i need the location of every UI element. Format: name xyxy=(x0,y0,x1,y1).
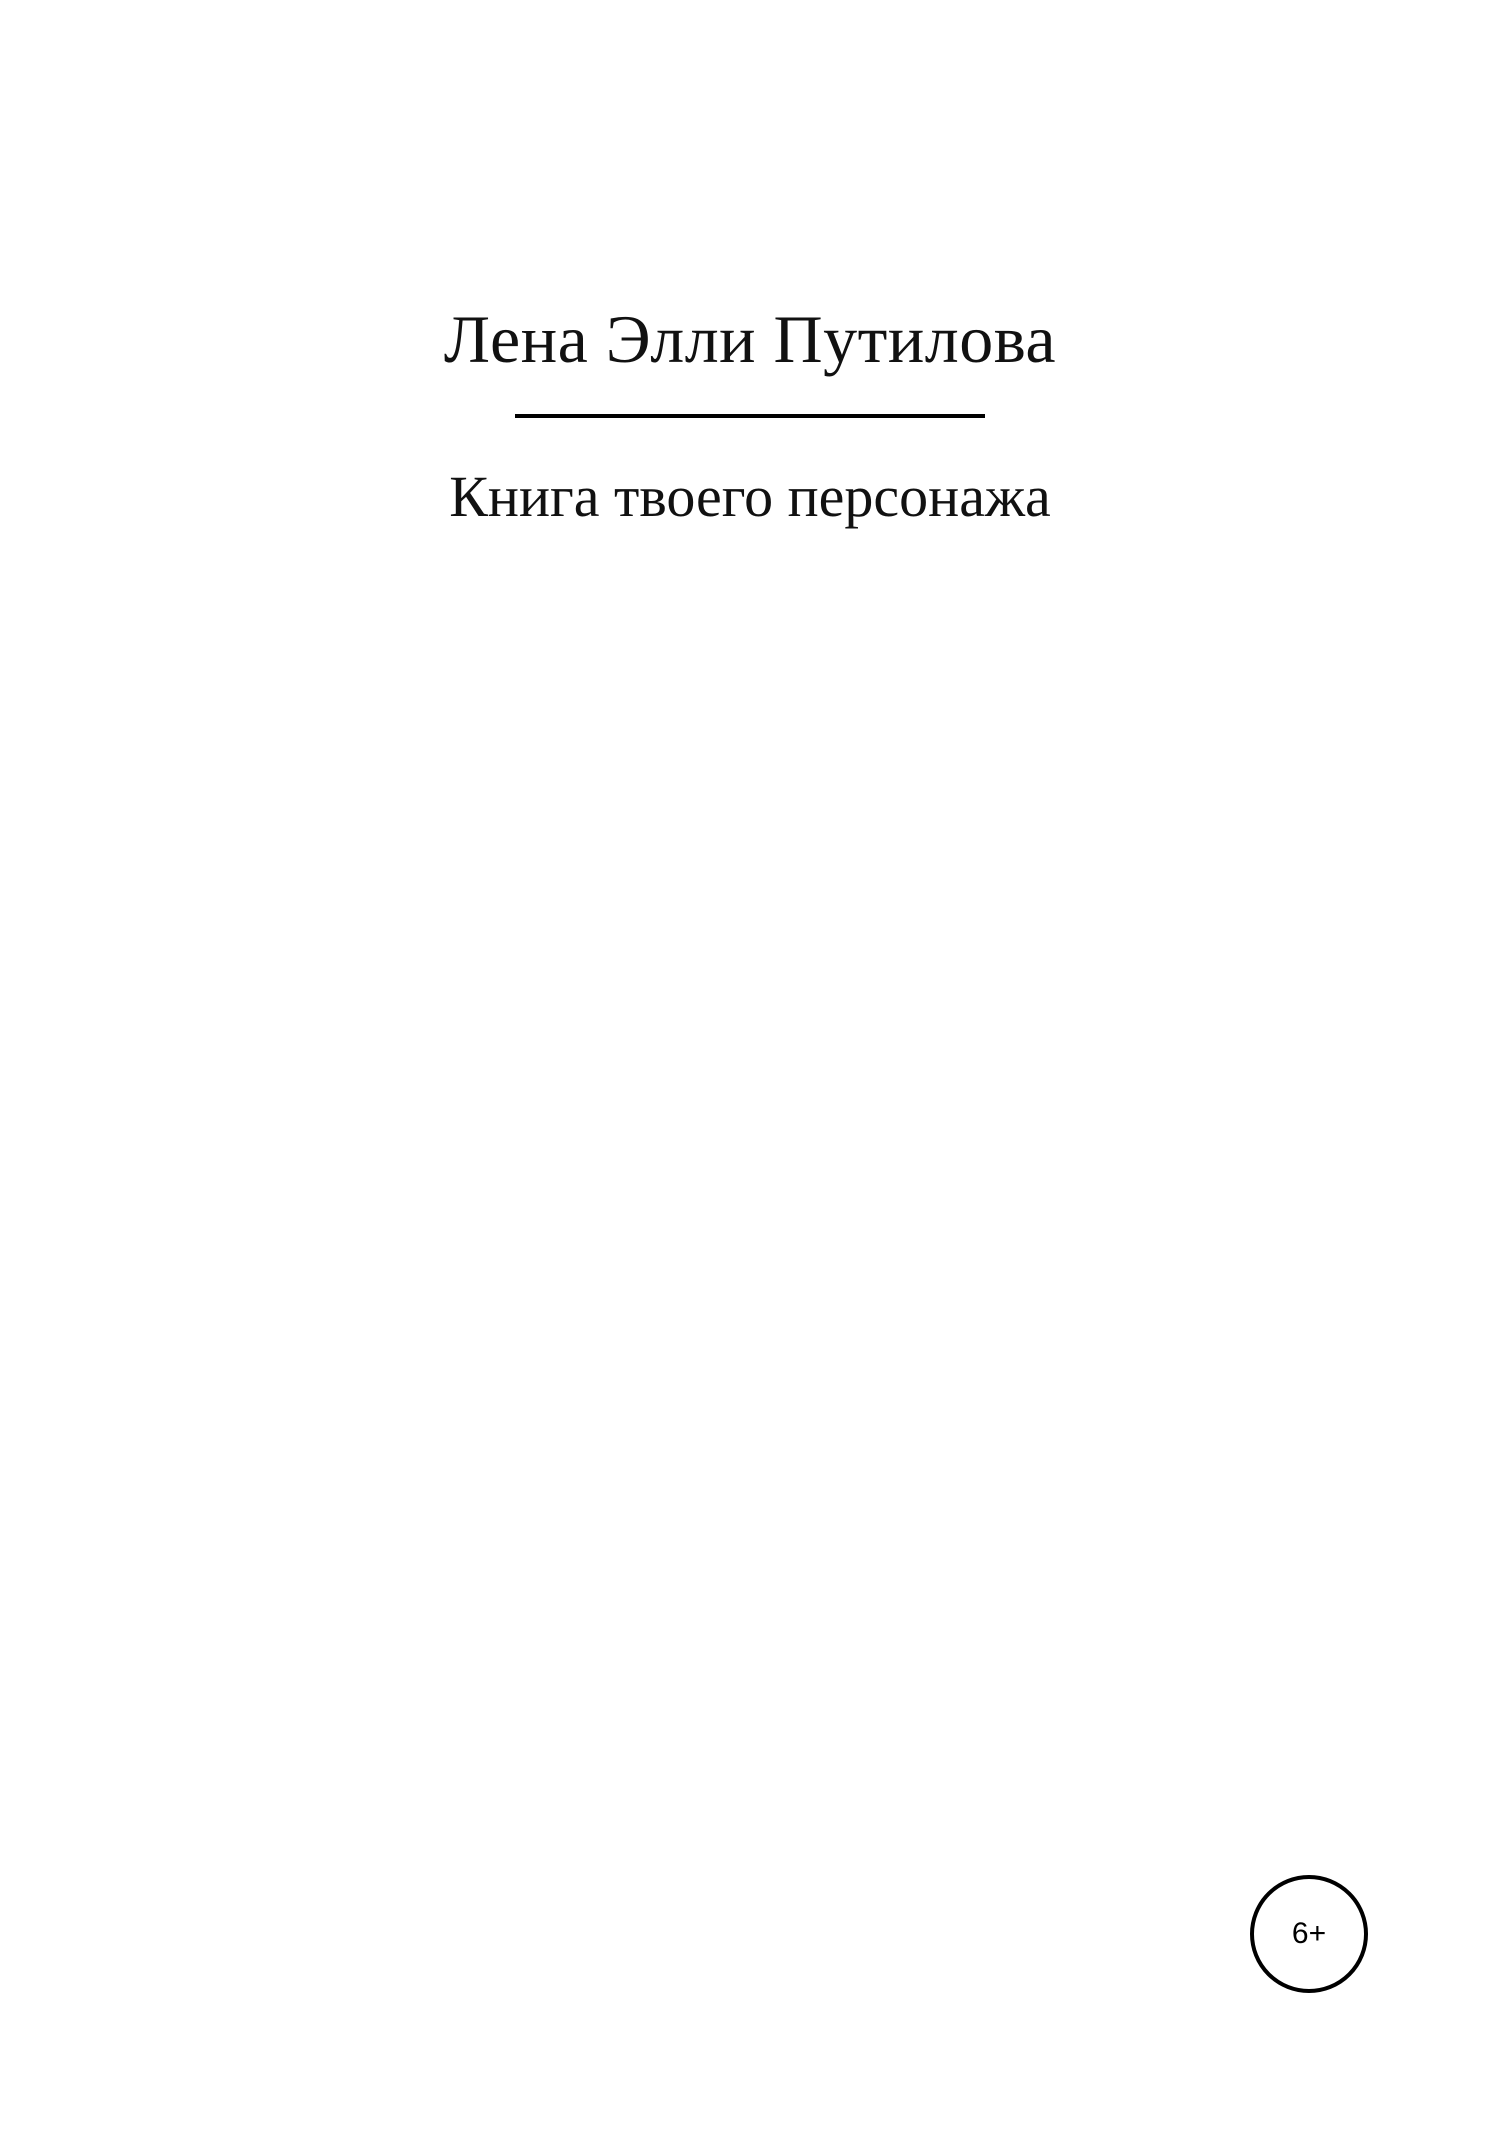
age-rating-label: 6+ xyxy=(1291,1917,1327,1950)
book-title: Книга твоего персонажа xyxy=(449,464,1051,530)
age-rating-badge xyxy=(1250,1875,1368,1993)
title-divider xyxy=(0,414,1500,418)
horizontal-rule-icon xyxy=(515,414,985,418)
title-block xyxy=(0,300,1500,532)
author-name: Лена Элли Путилова xyxy=(443,301,1057,377)
